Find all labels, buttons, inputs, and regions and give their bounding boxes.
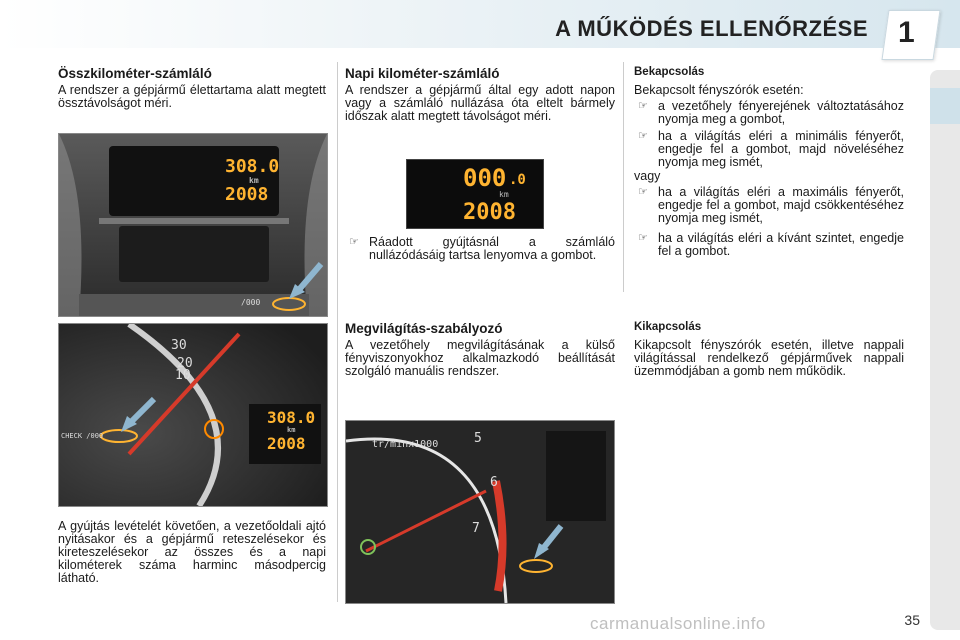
side-index-strip xyxy=(930,70,960,630)
speedo-tick-20: 20 xyxy=(177,356,193,371)
section-heading-dimmer: Megvilágítás-szabályozó xyxy=(345,321,503,336)
on-intro: Bekapcsolt fényszórók esetén: xyxy=(634,83,804,97)
on-bullet-3 xyxy=(638,185,904,225)
on-bullet-3-text: ha a világítás eléri a maximális fényerőt, engedje fel a gombot, majd csökkentéséhez nyomja meg ismét, xyxy=(658,185,904,225)
tacho-tick-7: 7 xyxy=(472,521,480,536)
page-title: A MŰKÖDÉS ELLENŐRZÉSE xyxy=(555,16,868,41)
trip-lcd-km: km xyxy=(499,190,509,199)
pointing-hand-icon: ☞ xyxy=(638,130,648,142)
tachometer-label: tr/minx1000 xyxy=(372,439,439,450)
cluster-photo-2 xyxy=(58,323,328,507)
trip-lcd-display xyxy=(406,159,544,229)
check-button-label: CHECK /000 xyxy=(61,432,104,440)
column-divider xyxy=(337,62,338,602)
odometer-footer-text: A gyújtás levételét követően, a vezetőoldali ajtó nyitásakor és a gépjármű reteszelésekor és kireteszelésekor az összes és a napi kilométerek száma harminc másodpercig látható. xyxy=(58,519,326,585)
lcd-km-label: km xyxy=(249,176,259,185)
pointing-hand-icon: ☞ xyxy=(638,100,648,112)
cluster-illustration xyxy=(59,134,327,316)
on-bullet-1 xyxy=(638,99,904,126)
reset-button-label: /000 xyxy=(241,298,261,307)
lcd-trip-reading: 308.0 xyxy=(267,408,316,427)
section-heading-trip: Napi kilométer-számláló xyxy=(345,66,500,81)
on-bullet-4-text: ha a világítás eléri a kívánt szintet, engedje fel a gombot. xyxy=(658,231,904,258)
lcd-trip-reading: 308.0 xyxy=(225,156,280,177)
speedo-tick-30: 30 xyxy=(171,338,187,353)
lcd-total-reading: 2008 xyxy=(225,184,269,205)
trip-bullet xyxy=(349,235,615,262)
pointing-hand-icon: ☞ xyxy=(349,236,359,248)
on-bullet-2-text: ha a világítás eléri a minimális fényerőt, engedje fel a gombot, majd növeléséhez nyomja meg ismét, xyxy=(658,129,904,169)
on-bullet-2 xyxy=(638,129,904,169)
trip-intro: A rendszer a gépjármű által egy adott napon vagy a számláló nullázása óta eltelt bármely időszak alatt megtett távolságot méri. xyxy=(345,83,615,123)
dimmer-intro: A vezetőhely megvilágításának a külső fényviszonyokhoz alkalmazkodó beállítását szolgáló manuális rendszer. xyxy=(345,338,615,378)
cluster-photo-1 xyxy=(58,133,328,317)
section-heading-on: Bekapcsolás xyxy=(634,66,705,78)
column-divider xyxy=(623,62,624,292)
tachometer-photo xyxy=(345,420,615,604)
lcd-total-reading: 2008 xyxy=(267,434,306,453)
or-text: vagy xyxy=(634,169,661,183)
pointing-hand-icon: ☞ xyxy=(638,186,648,198)
odometer-intro: A rendszer a gépjármű élettartama alatt megtett össztávolságot méri. xyxy=(58,83,326,110)
trip-lcd-top: 000 xyxy=(463,164,507,192)
chapter-number: 1 xyxy=(898,16,915,49)
trip-lcd-bottom: 2008 xyxy=(463,200,516,225)
off-text: Kikapcsolt fényszórók esetén, illetve nappali világítással rendelkező gépjárművek nappali üzemmódjában a gomb nem működik. xyxy=(634,338,904,378)
tacho-tick-6: 6 xyxy=(490,475,498,490)
section-heading-odometer: Összkilométer-számláló xyxy=(58,66,212,81)
lcd-km-label: km xyxy=(287,426,296,434)
on-bullet-1-text: a vezetőhely fényerejének változtatásához nyomja meg a gombot, xyxy=(658,99,904,126)
pointing-hand-icon: ☞ xyxy=(638,232,648,244)
watermark: carmanualsonline.info xyxy=(590,614,766,633)
side-index-active xyxy=(930,88,960,124)
section-heading-off: Kikapcsolás xyxy=(634,321,702,333)
page-number: 35 xyxy=(904,612,920,628)
trip-bullet-text: Ráadott gyújtásnál a számláló nullázódásáig tartsa lenyomva a gombot. xyxy=(369,235,615,262)
speedo-tick-10: 10 xyxy=(175,368,191,383)
tacho-tick-5: 5 xyxy=(474,431,482,446)
trip-lcd-top-decimal: .0 xyxy=(509,172,526,188)
on-bullet-4 xyxy=(638,231,904,258)
